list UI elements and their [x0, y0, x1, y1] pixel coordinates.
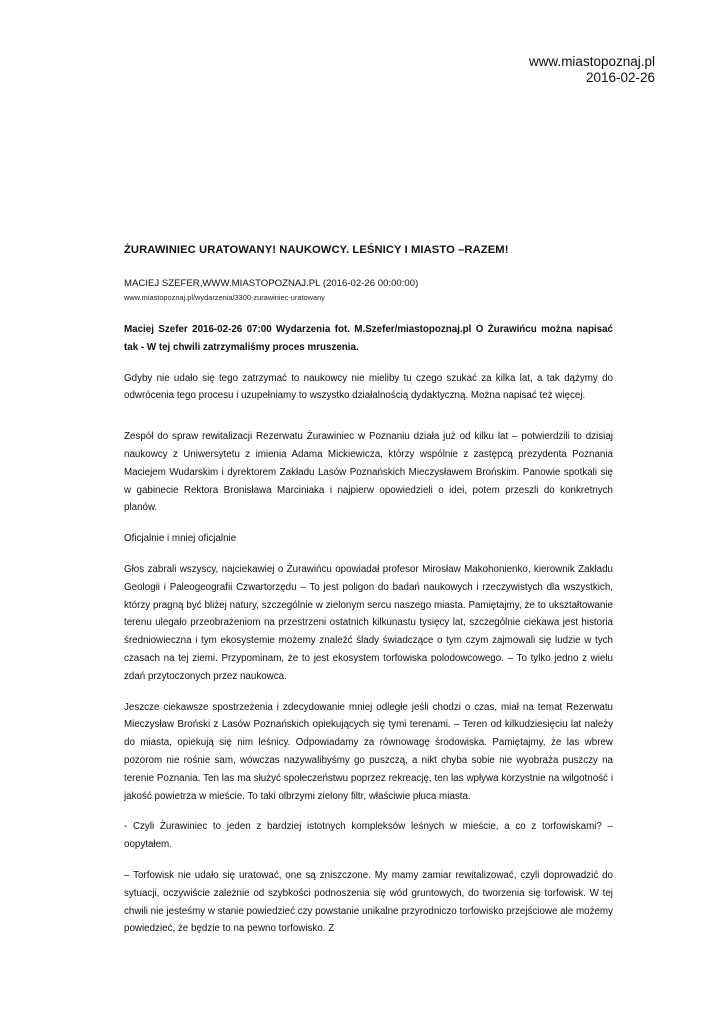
article-title: ŻURAWINIEC URATOWANY! NAUKOWCY. LEŚNICY I MIASTO –RAZEM!: [124, 244, 509, 256]
article-paragraph-1: Gdyby nie udało się tego zatrzymać to naukowcy nie mieliby tu czego szukać za kilka lat, a tak dążymy do odwrócenia tego procesu i uzupełniamy to wszystko działalnością dydaktyczną. Można napisać też więcej.: [124, 372, 613, 402]
header-site-url: www.miastopoznaj.pl: [528, 54, 655, 69]
article-paragraph-5: - Czyli Żurawiniec to jeden z bardziej istotnych kompleksów leśnych w mieście, a co z torfowiskami? – oopytałem.: [124, 821, 613, 851]
article-paragraph-2: Zespół do spraw rewitalizacji Rezerwatu Żurawiniec w Poznaniu działa już od kilku lat – potwierdzili to dzisiaj naukowcy z Uniwersytetu z imienia Adama Mickiewicza, którzy wspólnie z zastępcą prezydenta Poznania Maciejem Wudarskim i dyrektorem Zakładu Lasów Poznańskich Mieczysławem Brońskim. Panowie spotkali się w gabinecie Rektora Bronisława Marciniaka i najpierw opowiedzieli o idei, potem przeszli do konkretnych planów.: [124, 431, 613, 514]
header-date: 2016-02-26: [585, 70, 655, 85]
article-byline: MACIEJ SZEFER,WWW.MIASTOPOZNAJ.PL (2016-02-26 00:00:00): [124, 278, 419, 289]
article-paragraph-6: – Torfowisk nie udało się uratować, one są zniszczone. My mamy zamiar rewitalizować, czyli doprowadzić do sytuacji, oczywiście zależnie od szybkości podnoszenia się wód gruntowych, do tworzenia się torfowisk. W tej chwili nie jesteśmy w stanie powiedzieć czy powstanie unikalne przyrodniczo torfowisko przejściowe ale możemy powiedzieć, że będzie to na pewno torfowisko. Z: [124, 869, 613, 935]
article-subheading: Oficjalnie i mniej oficjalnie: [124, 533, 237, 545]
article: [124, 244, 613, 951]
page-header: [529, 54, 655, 86]
article-paragraph-3: Głos zabrali wszyscy, najciekawiej o Żurawińcu opowiadał profesor Mirosław Makohonienko, kierownik Zakładu Geologii i Paleogeografii Czwartorzędu – To jest poligon do badań naukowych i rzeczywistych dla wszystkich, którzy pragną być bliżej natury, szczególnie w zielonym sercu naszego miasta. Pamiętajmy, że to ukształtowanie terenu ulegało przeobrażeniom na przestrzeni ostatnich kilkunastu tysięcy lat, szczególnie ciekawa jest historia średniowieczna i tym ekosystemie możemy znaleźć ślady świadczące o tym czym zajmowali się ludzie w tych czasach na tej ziemi. Przypominam, że to jest ekosystem torfowiska polodowcowego. – To tylko jedno z wielu zdań przytoczonych przez naukowca.: [124, 563, 613, 682]
article-paragraph-4: Jeszcze ciekawsze spostrzeżenia i zdecydowanie mniej odległe jeśli chodzi o czas, miał na temat Rezerwatu Mieczysław Broński z Lasów Poznańskich opiekujących się tymi terenami. – Teren od kilkudziesięciu lat należy do miasta, opiekują się nim leśnicy. Odpowiadamy za równowagę środowiska. Pamiętajmy, że las wbrew pozorom nie rośnie sam, wówczas nazywalibyśmy go puszczą, a nikt chyba sobie nie wyobraża puszczy na terenie Poznania. Ten las ma służyć społeczeństwu poprzez rekreację, ten las wpływa korzystnie na wilgotność i jakość powietrza w mieście. To taki olbrzymi zielony filtr, właściwie płuca miasta.: [124, 701, 613, 802]
article-lead: Maciej Szefer 2016-02-26 07:00 Wydarzenia fot. M.Szefer/miastopoznaj.pl O Żurawińcu można napisać tak - W tej chwili zatrzymaliśmy proces mruszenia.: [124, 324, 613, 353]
article-source-url: www.miastopoznaj.pl/wydarzenia/3300-zurawiniec-uratowany: [124, 293, 325, 302]
